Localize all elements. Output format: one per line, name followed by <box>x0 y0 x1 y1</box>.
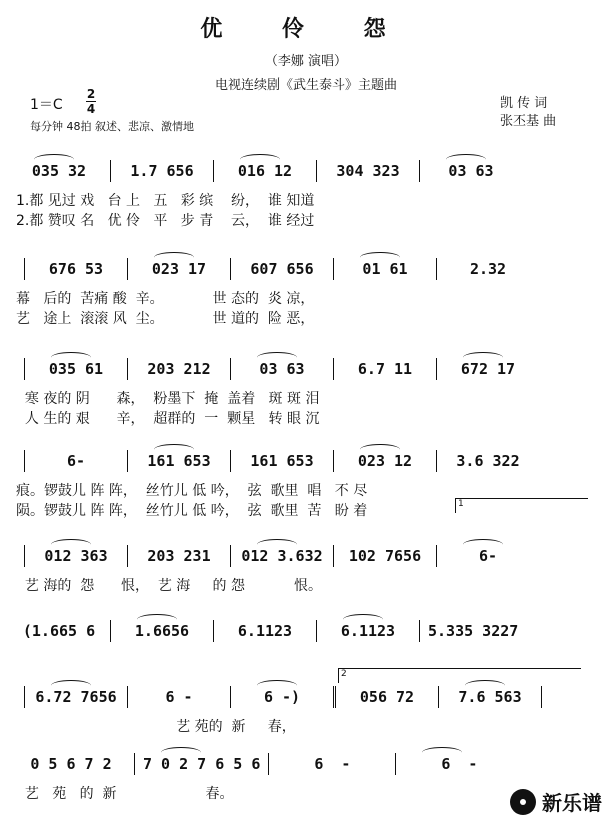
notes-line <box>16 686 550 708</box>
barline <box>436 450 437 472</box>
barline <box>333 545 334 567</box>
slur-mark <box>257 680 297 691</box>
measure: 6.7 11 <box>357 360 413 378</box>
measure: 016 12 <box>222 162 308 180</box>
slur-mark <box>154 444 194 455</box>
slur-mark <box>257 539 297 550</box>
barline <box>24 258 25 280</box>
volta-bracket-1: 1 <box>455 498 588 513</box>
barline <box>24 358 25 380</box>
slur-mark <box>51 352 91 363</box>
barline <box>333 258 334 280</box>
measure: 6 - <box>404 755 514 773</box>
barline <box>230 258 231 280</box>
barline <box>436 545 437 567</box>
singer-label: （李娜 演唱） <box>264 54 348 69</box>
measure: (1.665 6 <box>22 622 96 640</box>
record-disc-icon <box>510 789 536 815</box>
barline <box>395 753 396 775</box>
volta-bracket-2: 2 <box>338 668 581 683</box>
barline <box>316 620 317 642</box>
measure: 161 653 <box>250 452 314 470</box>
composer-credit: 张丕基 曲 <box>500 114 557 129</box>
lyric-line: 艺 苑 的 新 春。 <box>16 786 234 802</box>
tempo-marking: 每分钟 48拍 叙述、悲凉、激情地 <box>30 120 194 133</box>
barline <box>230 450 231 472</box>
measure: 035 32 <box>16 162 102 180</box>
notes-line <box>16 450 531 472</box>
barline <box>127 258 128 280</box>
measure: 672 17 <box>445 360 531 378</box>
measure: 6- <box>445 547 531 565</box>
barline <box>419 620 420 642</box>
slur-mark <box>463 539 503 550</box>
barline <box>268 753 269 775</box>
measure: 102 7656 <box>348 547 422 565</box>
slur-mark <box>51 539 91 550</box>
slur-mark <box>257 352 297 363</box>
barline <box>110 160 111 182</box>
notes-line <box>16 545 531 567</box>
barline <box>24 686 25 708</box>
measure: 01 61 <box>342 260 428 278</box>
time-signature <box>86 88 96 115</box>
barline <box>333 686 336 708</box>
logo-text: 新乐谱 <box>542 791 602 815</box>
measure: 056 72 <box>359 688 415 706</box>
slur-mark <box>34 154 74 165</box>
measure: 6 - <box>314 755 351 773</box>
measure: 6.72 7656 <box>33 688 119 706</box>
slur-mark <box>154 252 194 263</box>
lyric-line: 人 生的 艰 辛， 超群的 一 颗星 转 眼 沉 <box>16 411 320 427</box>
measure: 676 53 <box>48 260 104 278</box>
barline <box>230 358 231 380</box>
notes-line <box>16 160 514 182</box>
barline <box>541 686 542 708</box>
barline <box>24 450 25 472</box>
measure: 7.6 563 <box>447 688 533 706</box>
notes-line <box>16 753 514 775</box>
lyric-line: 艺 苑的 新 春， <box>16 719 296 735</box>
lyric-line: 寒 夜的 阴 森， 粉墨下 掩 盖着 斑 斑 泪 <box>16 391 320 407</box>
measure: 023 12 <box>342 452 428 470</box>
measure: 1.7 656 <box>130 162 194 180</box>
measure: 6- <box>66 452 86 470</box>
notes-line <box>16 358 531 380</box>
key-signature: 1＝C <box>30 97 63 113</box>
time-bottom: 4 <box>86 102 96 116</box>
measure: 161 653 <box>136 452 222 470</box>
measure: 2.32 <box>469 260 507 278</box>
barline <box>127 545 128 567</box>
barline <box>436 258 437 280</box>
lyric-line: 艺 途上 滚滚 风 尘。 世 道的 险 恶， <box>16 311 315 327</box>
measure: 012 363 <box>33 547 119 565</box>
lyric-line: 2.都 赞叹 名 优 伶 平 步 青 云， 谁 经过 <box>16 213 315 229</box>
measure: 6 -) <box>239 688 325 706</box>
measure: 3.6 322 <box>456 452 520 470</box>
slur-mark <box>51 680 91 691</box>
slur-mark <box>137 614 177 625</box>
barline <box>419 160 420 182</box>
lyric-line: 艺 海的 怨 恨， 艺 海 的 怨 恨。 <box>16 578 322 594</box>
page-title: 优 伶 怨 <box>200 16 412 42</box>
lyric-line: 陨。锣鼓儿 阵 阵， 丝竹儿 低 吟， 弦 歌里 苦 盼 着 <box>16 503 368 519</box>
barline <box>24 545 25 567</box>
measure: 6 - <box>165 688 193 706</box>
slur-mark <box>360 444 400 455</box>
lyricist-credit: 凯 传 词 <box>500 96 548 111</box>
measure: 023 17 <box>136 260 222 278</box>
notes-line <box>16 620 518 642</box>
measure: 7 0 2 7 6 5 6 <box>143 755 260 773</box>
barline <box>127 686 128 708</box>
notes-line <box>16 258 531 280</box>
measure: 1.6656 <box>119 622 205 640</box>
measure: 03 63 <box>239 360 325 378</box>
song-subtitle: 电视连续剧《武生泰斗》主题曲 <box>214 78 397 93</box>
barline <box>316 160 317 182</box>
measure: 035 61 <box>33 360 119 378</box>
lyric-line: 1.都 见过 戏 台 上 五 彩 缤 纷， 谁 知道 <box>16 193 315 209</box>
barline <box>127 358 128 380</box>
barline <box>134 753 135 775</box>
measure: 607 656 <box>250 260 314 278</box>
barline <box>110 620 111 642</box>
barline <box>436 358 437 380</box>
slur-mark <box>360 252 400 263</box>
slur-mark <box>463 352 503 363</box>
barline <box>213 620 214 642</box>
lyric-line: 幕 后的 苦痛 酸 辛。 世 态的 炎 凉， <box>16 291 315 307</box>
lyric-line: 痕。锣鼓儿 阵 阵， 丝竹儿 低 吟， 弦 歌里 唱 不 尽 <box>16 483 368 499</box>
slur-mark <box>422 747 462 758</box>
barline <box>333 358 334 380</box>
barline <box>438 686 439 708</box>
measure: 0 5 6 7 2 <box>30 755 112 773</box>
slur-mark <box>240 154 280 165</box>
slur-mark <box>446 154 486 165</box>
measure: 304 323 <box>336 162 400 180</box>
measure: 203 231 <box>147 547 211 565</box>
barline <box>333 450 334 472</box>
measure: 012 3.632 <box>239 547 325 565</box>
slur-mark <box>343 614 383 625</box>
slur-mark <box>161 747 201 758</box>
site-logo <box>510 787 602 816</box>
measure: 6.1123 <box>325 622 411 640</box>
barline <box>230 686 231 708</box>
measure: 203 212 <box>147 360 211 378</box>
measure: 03 63 <box>428 162 514 180</box>
time-top: 2 <box>86 87 96 101</box>
measure: 6.1123 <box>237 622 293 640</box>
barline <box>213 160 214 182</box>
barline <box>230 545 231 567</box>
barline <box>127 450 128 472</box>
measure: 5.335 3227 <box>428 622 519 640</box>
